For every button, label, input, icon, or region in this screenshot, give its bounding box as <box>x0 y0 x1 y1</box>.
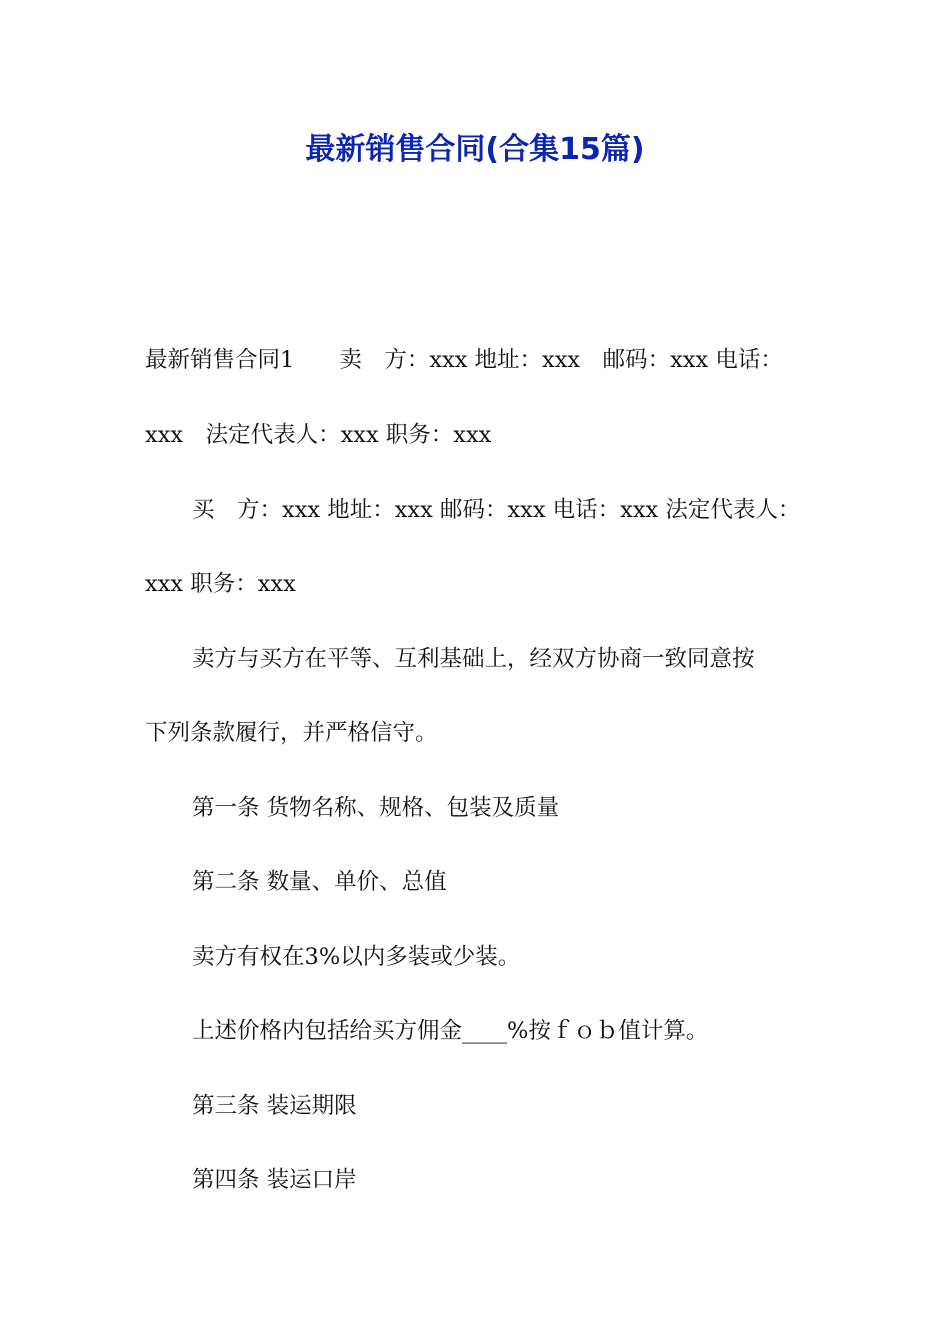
article-4-heading: 第四条 装运口岸 <box>192 1167 357 1193</box>
seller-info-line-1: 最新销售合同1 卖 方：xxx 地址：xxx 邮码：xxx 电话： <box>145 347 783 373</box>
buyer-info-line-2: xxx 职务：xxx <box>145 571 296 597</box>
agreement-paragraph-line-1: 卖方与买方在平等、互利基础上，经双方协商一致同意按 <box>192 646 755 672</box>
article-1-heading: 第一条 货物名称、规格、包装及质量 <box>192 795 560 821</box>
article-2-heading: 第二条 数量、单价、总值 <box>192 869 447 895</box>
agreement-paragraph-line-2: 下列条款履行，并严格信守。 <box>145 720 438 746</box>
article-3-heading: 第三条 装运期限 <box>192 1093 357 1119</box>
buyer-info-line-1: 买 方：xxx 地址：xxx 邮码：xxx 电话：xxx 法定代表人： <box>192 497 801 523</box>
quantity-tolerance-text: 卖方有权在3%以内多装或少装。 <box>192 944 521 970</box>
commission-text: 上述价格内包括给买方佣金____%按ｆｏｂ值计算。 <box>192 1018 709 1044</box>
seller-info-line-2: xxx 法定代表人：xxx 职务：xxx <box>145 422 492 448</box>
document-title: 最新销售合同(合集15篇) <box>305 132 645 167</box>
